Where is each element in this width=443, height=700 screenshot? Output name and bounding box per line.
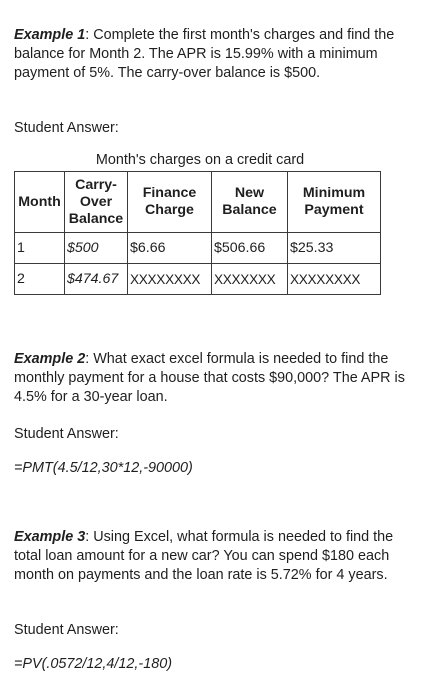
- header-new-balance: New Balance: [212, 172, 288, 233]
- cell-finance-charge: XXXXXXXX: [128, 264, 212, 295]
- example2-text: : What exact excel formula is needed to find the monthly payment for a house that costs $90,000? The APR is 4.5% for a 30-year loan.: [14, 351, 405, 405]
- table-header-row: [15, 172, 381, 233]
- example2-student-answer-label: Student Answer:: [14, 426, 119, 442]
- example2-heading: Example 2: [14, 351, 86, 367]
- example1-heading: Example 1: [14, 27, 86, 43]
- cell-new-balance: $506.66: [212, 233, 288, 264]
- cell-carry-over: $474.67: [65, 264, 128, 295]
- example2-question: [14, 350, 424, 407]
- example1-student-answer-label: Student Answer:: [14, 120, 119, 136]
- header-carry-over-balance: Carry-Over Balance: [65, 172, 128, 233]
- example1-question: [14, 26, 424, 83]
- cell-new-balance: XXXXXXX: [212, 264, 288, 295]
- example1-text: : Complete the first month's charges and find the balance for Month 2. The APR is 15.99% with a minimum payment of 5%. The carry-over balance is $500.: [14, 27, 395, 81]
- credit-card-table: [14, 171, 381, 295]
- header-month: Month: [15, 172, 65, 233]
- example3-student-answer-label: Student Answer:: [14, 622, 119, 638]
- header-minimum-payment: Minimum Payment: [288, 172, 381, 233]
- cell-minimum-payment: $25.33: [288, 233, 381, 264]
- cell-finance-charge: $6.66: [128, 233, 212, 264]
- example3-text: : Using Excel, what formula is needed to find the total loan amount for a new car? You can spend $180 each month on payments and the loan rate is 5.72% for 4 years.: [14, 529, 394, 583]
- example3-heading: Example 3: [14, 529, 86, 545]
- example2-answer: =PMT(4.5/12,30*12,-90000): [14, 460, 193, 476]
- example3-answer: =PV(.0572/12,4/12,-180): [14, 656, 173, 672]
- table-row: [15, 264, 381, 295]
- table-row: [15, 233, 381, 264]
- table-caption: Month's charges on a credit card: [95, 152, 305, 168]
- cell-month: 2: [15, 264, 65, 295]
- cell-carry-over: $500: [65, 233, 128, 264]
- cell-month: 1: [15, 233, 65, 264]
- cell-minimum-payment: XXXXXXXX: [288, 264, 381, 295]
- header-finance-charge: Finance Charge: [128, 172, 212, 233]
- example3-question: [14, 528, 424, 585]
